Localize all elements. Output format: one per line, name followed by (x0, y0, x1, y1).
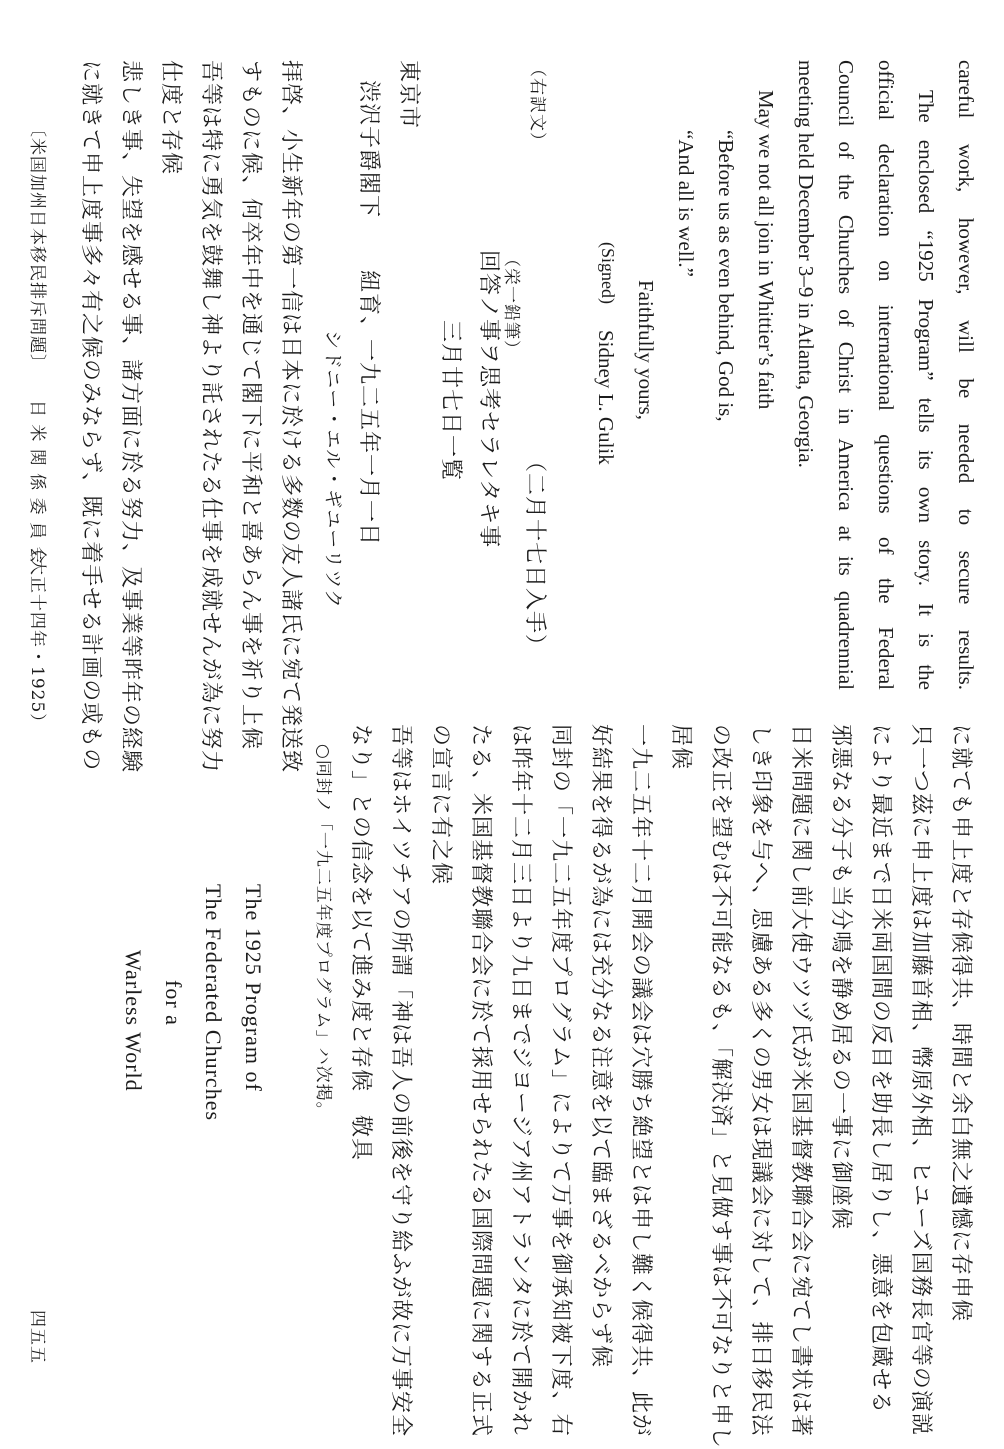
letter-line: 同封の「一九二五年度プログラム」によりて万事を御承知被下度、右 (548, 724, 573, 1437)
letter-line: 只一つ茲に申上度は加藤首相、幣原外相、ヒユーズ国務長官等の演説 (908, 724, 933, 1436)
letter-line: すものに候、何卒年中を通じて閣下に平和と喜あらん事を祈り上候 (238, 60, 263, 751)
english-line: meeting held December 3–9 in Atlanta, Georgia. (794, 60, 818, 468)
pencil-note-label: （栄一鉛筆） (501, 250, 521, 358)
letter-line: しき印象を与へ、思慮ある多くの男女は現議会に対して、排日移民法 (748, 724, 773, 1437)
letter-line: により最近まで日米両国間の反目を助長し居りし、悪意を包蔵せる (868, 724, 893, 1415)
date-seen: 三月廿七日一覧 (438, 320, 463, 482)
source-label: 〔米国加州日本移民排斥問題〕 (27, 120, 47, 372)
pencil-note: 回答ノ事ヲ思考セラレタキ事 (476, 250, 501, 549)
signed-label: (Signed) (598, 242, 618, 304)
received-date: （二月十七日入手） (522, 450, 547, 658)
english-line: careful work, however, will be needed to secure results. (954, 60, 978, 690)
english-line: The enclosed “1925 Program” tells its own story. It is the (914, 90, 938, 690)
letter-line: に就きて申上度事多々有之候のみならず、既に着手せる計画の或もの (78, 60, 103, 772)
committee-label: 日 米 関 係 委 員 会 (27, 400, 47, 565)
addressee: 渋沢子爵閣下 (356, 80, 381, 219)
letter-line: 悲しき事、失望を感せる事、諸方面に於る努力、及事業等昨年の経験 (118, 60, 143, 774)
english-line: May we not all join in Whittier’s faith (754, 90, 778, 410)
letter-line: 邪悪なる分子も当分鳴を静め居るの一事に御座候 (828, 724, 853, 1231)
english-line: official declaration on international questions of the Federal (874, 60, 898, 690)
letter-line: 居候 (668, 724, 693, 771)
signer-name: Sidney L. Gulik (594, 330, 618, 465)
translation-label: （右訳文） (527, 60, 547, 150)
letter-line: は昨年十二月三日より九日までジヨージア州アトランタに於て開かれ (508, 724, 533, 1436)
letter-line: 拝啓、小生新年の第一信は日本に於ける多数の友人諸氏に宛て発送致 (278, 60, 303, 774)
english-quote: “And all is well.” (674, 130, 698, 277)
sender-date: 紐育、一九二五年一月一日 (356, 270, 381, 547)
letter-line: 吾等は特に勇気を鼓舞し神より託されたる仕事を成就せんが為に努力 (198, 60, 223, 774)
letter-line: たる、米国基督教聯合会に於て採用せられたる国際問題に関する正式 (468, 724, 493, 1438)
program-title-line: The Federated Churches (201, 884, 226, 1122)
program-title-line: for a (161, 980, 186, 1026)
enclosure-note: ○同封ノ「一九二五年度プログラム」ハ次掲。 (313, 744, 333, 1120)
letter-line: の宣言に有之候 (428, 724, 453, 886)
letter-line: 吾等はホイツチアの所謂「神は吾人の前後を守り給ふが故に万事安全 (388, 724, 413, 1438)
letter-line: 一九二五年十二月開会の議会は穴勝ち絶望とは申し難く候得共、此が (628, 724, 653, 1438)
letter-line: 好結果を得るが為には充分なる注意を以て臨まざるべからず候 (588, 724, 613, 1369)
page-number: 四五五 (27, 1310, 47, 1364)
letter-line: 仕度と存候 (158, 60, 183, 176)
letter-line: なり」との信念を以て進み度と存候 敬具 (348, 724, 373, 1162)
program-title-line: Warless World (121, 950, 146, 1092)
sender-name: シドニー・エル・ギユーリツク (322, 330, 344, 610)
letter-line: の改正を望むは不可能なるも、「解決済」と見做す事は不可なりと申し (708, 724, 733, 1449)
letter-line: 日米問題に関し前大使ウツヅ氏が米国基督教聯合会に宛てし書状は著 (788, 724, 813, 1438)
year-label: （大正十四年・1925） (27, 540, 47, 732)
letter-line: に就ても申上度と存候得共、時間と余白無之遺憾に存申候 (948, 724, 973, 1323)
city: 東京市 (396, 60, 421, 130)
english-quote: “Before us as even behind, God is, (714, 130, 738, 422)
english-line: Council of the Churches of Christ in America at its quadrennial (834, 60, 858, 690)
program-title-line: The 1925 Program of (241, 884, 266, 1092)
closing: Faithfully yours, (634, 280, 658, 420)
